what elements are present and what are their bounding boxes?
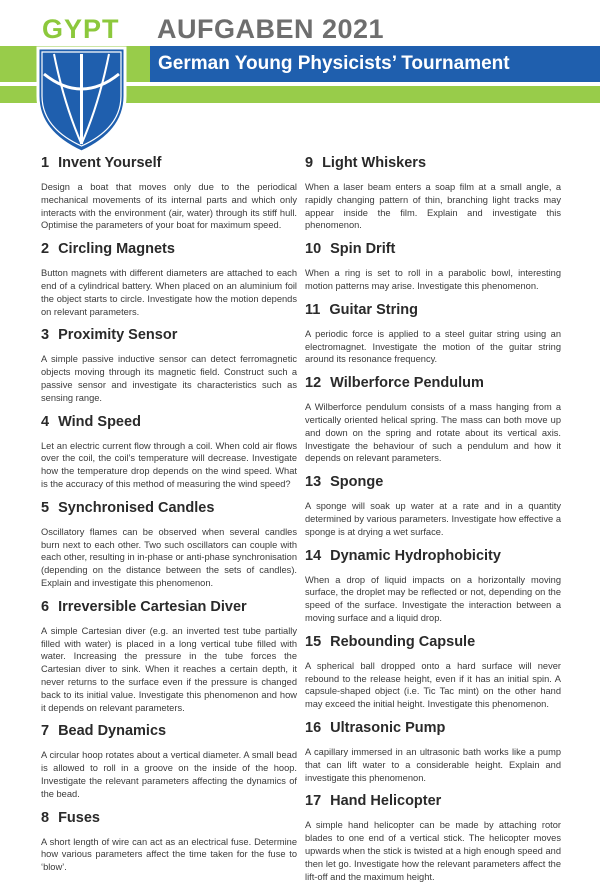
task-heading	[41, 326, 297, 344]
task-number: 13	[305, 474, 322, 491]
task-description: A spherical ball dropped onto a hard surface will never rebound to the release height, even if it has an initial spin. A capsule-shaped object (i.e. Tic Tac mint) on the other hand may exceed the initial height. Investigate this phenomenon.	[305, 660, 561, 710]
task-2	[41, 240, 297, 318]
task-description: When a drop of liquid impacts on a horizontally moving surface, the droplet may be reflected or not, depending on the speed of the surface. Investigate the interaction between a moving surface and a liquid drop.	[305, 574, 561, 623]
task-number: 2	[41, 241, 50, 258]
task-description: Design a boat that moves only due to the periodical mechanical movements of its internal parts and which only interacts with the environment (air, water) through its stiff hull. Optimise the parameters of your boat for maximum speed.	[41, 182, 297, 231]
task-number: 12	[305, 375, 322, 392]
task-title: Hand Helicopter	[330, 793, 442, 810]
task-title: Wind Speed	[58, 413, 141, 430]
task-heading	[41, 413, 297, 431]
task-description: When a laser beam enters a soap film at a small angle, a rapidly changing pattern of thin, branching light tracks may appear inside the film. Explain and investigate this phenomenon.	[305, 182, 561, 231]
task-1	[41, 154, 297, 232]
task-heading	[305, 473, 561, 491]
task-number: 11	[305, 301, 321, 318]
task-description: A sponge will soak up water at a rate and in a quantity determined by various parameters. Investigate how effective a sponge is at drying a wet surface.	[305, 501, 561, 537]
task-number: 10	[305, 241, 322, 258]
task-number: 5	[41, 499, 50, 516]
task-description: A circular hoop rotates about a vertical diameter. A small bead is allowed to roll in a groove on the inside of the hoop. Investigate the relevant parameters affecting the dynamics of the bead.	[41, 750, 297, 799]
task-description: A short length of wire can act as an electrical fuse. Determine how various parameters affect the time taken for the fuse to ‘blow’.	[41, 836, 297, 873]
task-title: Irreversible Cartesian Diver	[58, 598, 247, 615]
task-heading	[305, 154, 561, 172]
task-number: 8	[41, 809, 50, 826]
task-title: Circling Magnets	[58, 241, 175, 258]
task-title: Guitar String	[329, 301, 418, 318]
task-number: 6	[41, 598, 50, 615]
task-description: Oscillatory flames can be observed when several candles burn next to each other. Two such oscillators can couple with each other, resulting in in-phase or anti-phase synchronisation (depending on the distance between the sets of candles). Explain and investigate this phenomenon.	[41, 526, 297, 588]
task-title: Sponge	[330, 474, 384, 491]
page-header	[0, 0, 600, 160]
task-description: A periodic force is applied to a steel guitar string using an electromagnet. Investigate the motion of the guitar string around its resonance frequency.	[305, 328, 561, 365]
task-10	[305, 240, 561, 293]
task-description: A Wilberforce pendulum consists of a mass hanging from a vertically oriented helical spring. The mass can both move up and down on the spring and rotate about its vertical axis. Investigate the behaviour of such a pendulum and how it depends on relevant parameters.	[305, 402, 561, 464]
task-description: A simple Cartesian diver (e.g. an inverted test tube partially filled with water) is placed in a long vertical tube filled with water. Increasing the pressure in the tube forces the Cartesian diver to sink. When it reaches a certain depth, it never returns to the surface even if the pressure is changed back to its initial value. Investigate this phenomenon and how it depends on relevant parameters.	[41, 625, 297, 713]
task-heading	[41, 809, 297, 827]
task-heading	[305, 547, 561, 565]
task-4	[41, 413, 297, 491]
task-17	[305, 792, 561, 883]
task-number: 16	[305, 719, 322, 736]
task-13	[305, 473, 561, 538]
task-title: Proximity Sensor	[58, 327, 178, 344]
task-11	[305, 301, 561, 366]
task-title: Bead Dynamics	[58, 723, 167, 740]
task-heading	[41, 240, 297, 258]
task-description: Button magnets with different diameters are attached to each end of a cylindrical battery. When placed on an aluminium foil the object starts to circle. Investigate how the motion depends on relevant parameters.	[41, 268, 297, 317]
task-15	[305, 633, 561, 711]
task-heading	[305, 792, 561, 810]
gypt-logo-text: GYPT	[42, 14, 120, 44]
task-title: Spin Drift	[330, 241, 396, 258]
task-title: Invent Yourself	[58, 155, 162, 171]
task-description: A capillary immersed in an ultrasonic bath works like a pump that can lift water to a considerable height. Explain and investigate this phenomenon.	[305, 746, 561, 783]
task-heading	[41, 499, 297, 517]
task-5	[41, 499, 297, 590]
task-heading	[305, 719, 561, 737]
task-title: Rebounding Capsule	[330, 633, 476, 650]
gypt-shield-logo	[34, 44, 129, 154]
task-title: Dynamic Hydrophobicity	[330, 547, 501, 564]
task-6	[41, 598, 297, 715]
task-heading	[41, 722, 297, 740]
task-number: 9	[305, 155, 314, 171]
task-description: A simple passive inductive sensor can detect ferromagnetic objects moving through its magnetic field. Construct such a passive sensor and investigate its characteristics such as sensing range.	[41, 354, 297, 403]
right-column	[305, 154, 561, 891]
task-title: Fuses	[58, 809, 100, 826]
task-title: Light Whiskers	[322, 155, 427, 171]
task-number: 4	[41, 413, 50, 430]
task-number: 14	[305, 547, 322, 564]
task-number: 15	[305, 633, 322, 650]
task-heading	[305, 301, 561, 319]
task-number: 3	[41, 327, 50, 344]
task-description: Let an electric current flow through a coil. When cold air flows over the coil, the coil’s temperature will decrease. Investigate how the temperature drop depends on the wind speed. What is the accuracy of this method of measuring the wind speed?	[41, 440, 297, 489]
page-title: AUFGABEN 2021	[157, 14, 385, 44]
task-9	[305, 154, 561, 232]
task-number: 17	[305, 793, 322, 810]
task-12	[305, 374, 561, 465]
task-8	[41, 809, 297, 874]
task-heading	[305, 633, 561, 651]
task-14	[305, 547, 561, 625]
left-column	[41, 154, 297, 882]
task-number: 7	[41, 723, 50, 740]
task-title: Wilberforce Pendulum	[330, 375, 484, 392]
task-title: Synchronised Candles	[58, 499, 215, 516]
task-heading	[41, 154, 297, 172]
task-heading	[41, 598, 297, 616]
task-7	[41, 722, 297, 800]
task-description: When a ring is set to roll in a parabolic bowl, interesting motion patterns may arise. Investigate this phenomenon.	[305, 268, 561, 291]
task-heading	[305, 374, 561, 392]
task-number: 1	[41, 155, 50, 171]
task-title: Ultrasonic Pump	[330, 719, 446, 736]
task-description: A simple hand helicopter can be made by attaching rotor blades to one end of a vertical stick. The helicopter moves upwards when the stick is twisted at a high enough speed and then let go. Investigate how the relevant parameters affect the lift-off and the maximum height.	[305, 820, 561, 882]
task-16	[305, 719, 561, 784]
task-3	[41, 326, 297, 404]
subtitle-banner: German Young Physicists’ Tournament	[150, 46, 600, 82]
task-heading	[305, 240, 561, 258]
